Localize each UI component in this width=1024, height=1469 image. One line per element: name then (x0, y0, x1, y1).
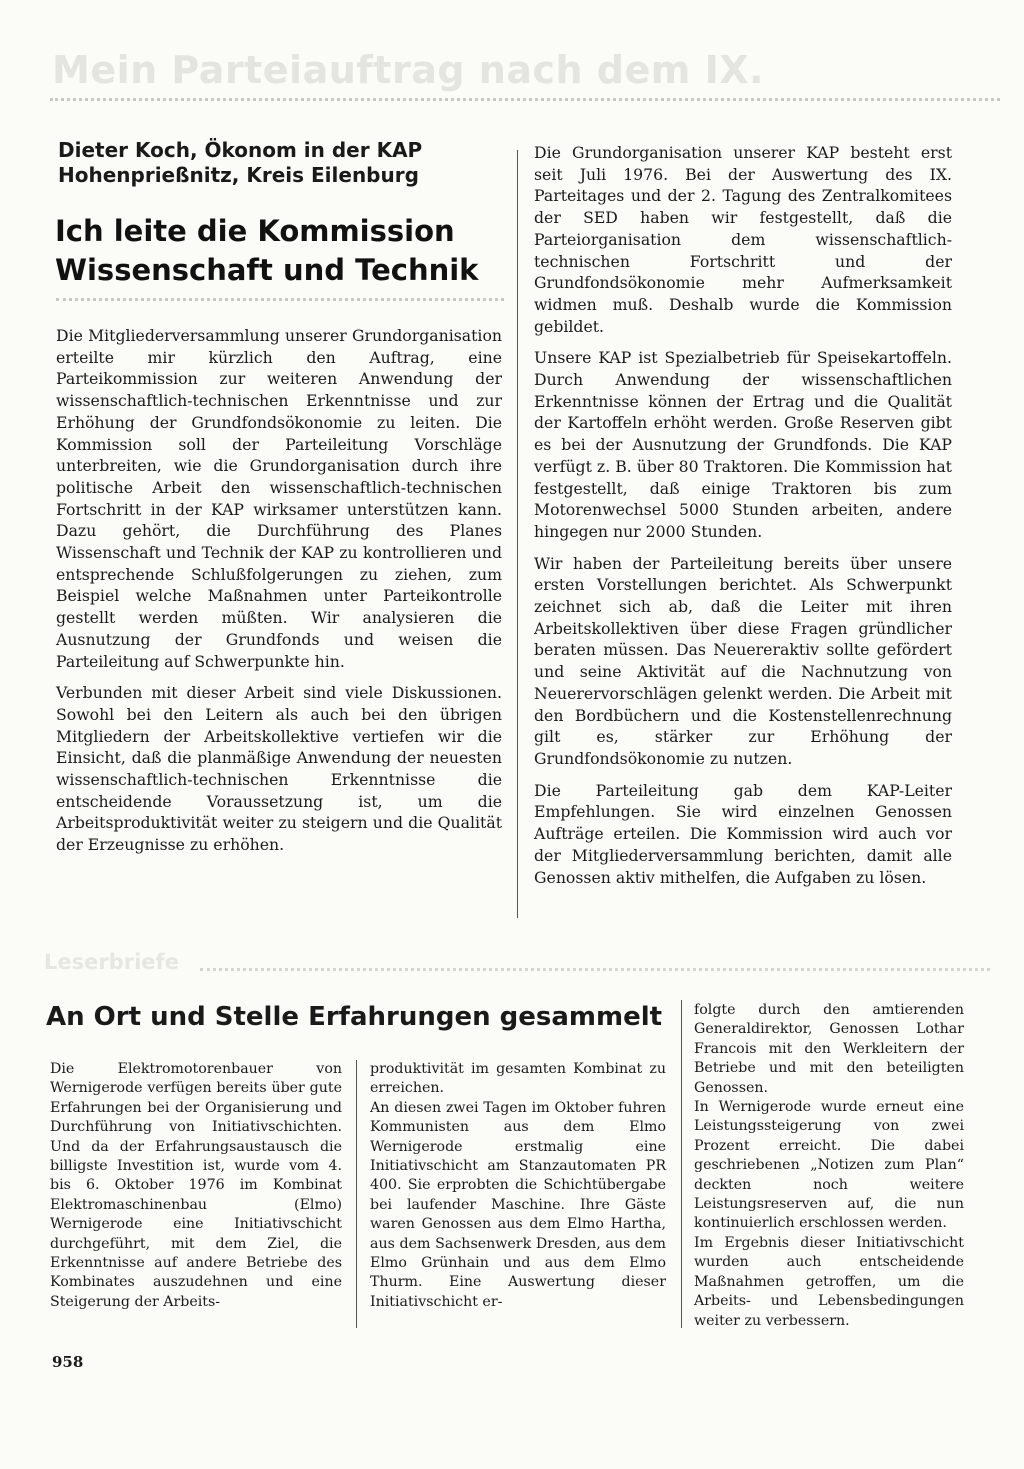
paragraph: An diesen zwei Tagen im Oktober fuhren Kommunisten aus dem Elmo Wernigerode erstmalig eine Initiativschicht am Stanzautomaten PR 400. Sie erprobten die Schichtübergabe bei laufender Maschine. Ihre Gäste waren Genossen aus dem Elmo Hartha, aus dem Sachsenwerk Dresden, aus dem Elmo Grünhain und aus dem Elmo Thurm. Eine Auswertung dieser Initiativschicht er- (370, 1099, 666, 1310)
article-headline: Ich leite die Kommission Wissenschaft und Technik (55, 214, 479, 287)
letter-column-2 (370, 1060, 666, 1312)
article-right-column (534, 142, 952, 898)
paragraph: folgte durch den amtierenden Generaldirektor, Genossen Lothar Francois mit den Werkleitern der Betriebe und mit den beteiligten Genossen. (694, 1002, 964, 1096)
paragraph: produktivität im gesamten Kombinat zu erreichen. (370, 1061, 666, 1097)
paragraph: Unsere KAP ist Spezialbetrieb für Speisekartoffeln. Durch Anwendung der wissenschaftlichen Erkenntnisse können der Ertrag und die Qualität der Kartoffeln erhöht werden. Große Reserven gibt es bei der Ausnutzung der Grundfonds. Die KAP verfügt z. B. über 80 Traktoren. Die Kommission hat festgestellt, daß einige Traktoren bis zum Motorenwechsel 5000 Stunden arbeiten, andere hingegen nur 2000 Stunden. (534, 348, 952, 541)
paragraph: In Wernigerode wurde erneut eine Leistungssteigerung von zwei Prozent erreicht. Die dabei geschriebenen „Notizen zum Plan“ deckten noch weitere Leistungsreserven auf, die nun kontinuierlich erschlossen werden. (694, 1099, 964, 1232)
paragraph: Die Parteileitung gab dem KAP-Leiter Empfehlungen. Sie wird einzelnen Genossen Aufträge erteilen. Die Kommission wird auch vor der Mitgliederversammlung berichten, damit alle Genossen aktiv mithelfen, die Aufgaben zu lösen. (534, 780, 952, 887)
article-author: Dieter Koch, Ökonom in der KAP Hohenprießnitz, Kreis Eilenburg (58, 138, 423, 187)
section-rule (50, 98, 1000, 101)
column-divider (681, 1000, 682, 1328)
headline-rule (56, 298, 504, 301)
article-left-column (56, 325, 502, 866)
paragraph: Die Elektromotorenbauer von Wernigerode verfügen bereits über gute Erfahrungen bei der Organisierung und Durchführung von Initiativschichten. Und da der Erfahrungsaustausch die billigste Investition ist, wurde vom 4. bis 6. Oktober 1976 im Kombinat Elektromaschinenbau (Elmo) Wernigerode eine Initiativschicht durchgeführt, mit dem Ziel, die Erkenntnisse auf andere Betriebe des Kombinates auszudehnen und eine Steigerung der Arbeits- (50, 1061, 342, 1310)
page-number: 958 (52, 1353, 84, 1371)
section-title-faded: Mein Parteiauftrag nach dem IX. (52, 48, 764, 92)
leserbriefe-title: Leserbriefe (44, 950, 179, 974)
column-divider (356, 1060, 357, 1328)
letter-headline: An Ort und Stelle Erfahrungen gesammelt (46, 1002, 663, 1032)
letter-column-3 (694, 1001, 964, 1331)
letter-column-1 (50, 1060, 342, 1312)
paragraph: Verbunden mit dieser Arbeit sind viele Diskussionen. Sowohl bei den Leitern als auch bei den übrigen Mitgliedern der Arbeitskollektive vertiefen wir die Einsicht, daß die planmäßige Anwendung der neuesten wissenschaftlich-technischen Erkenntnisse die entscheidende Voraussetzung ist, um die Arbeitsproduktivität weiter zu steigern und die Qualität der Erzeugnisse zu erhöhen. (56, 683, 502, 855)
leserbriefe-rule (200, 968, 990, 971)
paragraph: Die Grundorganisation unserer KAP besteht erst seit Juli 1976. Bei der Auswertung des IX. Parteitages und der 2. Tagung des Zentralkomitees der SED haben wir festgestellt, daß die Parteiorganisation dem wissenschaftlich-technischen Fortschritt und der Grundfondsökonomie mehr Aufmerksamkeit widmen muß. Deshalb wurde die Kommission gebildet. (534, 143, 952, 336)
column-divider (517, 150, 518, 918)
paragraph: Wir haben der Parteileitung bereits über unsere ersten Vorstellungen berichtet. Als Schwerpunkt zeichnet sich ab, daß die Leiter mit ihren Arbeitskollektiven über diese Fragen gründlicher beraten müssen. Das Neuereraktiv sollte gefördert und seine Aktivität auf die Nachnutzung von Neuerervorschlägen gelenkt werden. Die Arbeit mit den Bordbüchern und die Kostenstellenrechnung gilt es, stärker zur Erhöhung der Grundfondsökonomie zu nutzen. (534, 553, 952, 768)
paragraph: Im Ergebnis dieser Initiativschicht wurden auch entscheidende Maßnahmen getroffen, um die Arbeits- und Lebensbedingungen weiter zu verbessern. (694, 1234, 964, 1329)
paragraph: Die Mitgliederversammlung unserer Grundorganisation erteilte mir kürzlich den Auftrag, eine Parteikommission zur weiteren Anwendung der wissenschaftlich-technischen Erkenntnisse und zur Erhöhung der Grundfondsökonomie zu leiten. Die Kommission soll der Parteileitung Vorschläge unterbreiten, wie die Grundorganisation durch ihre politische Arbeit den wissenschaftlich-technischen Fortschritt in der KAP wirksamer unterstützen kann. Dazu gehört, die Durchführung des Planes Wissenschaft und Technik der KAP zu kontrollieren und entsprechende Schlußfolgerungen zu ziehen, zum Beispiel welche Maßnahmen unter Parteikontrolle gestellt werden müßten. Wir analysieren die Ausnutzung der Grundfonds und weisen die Parteileitung auf Schwerpunkte hin. (56, 326, 502, 671)
